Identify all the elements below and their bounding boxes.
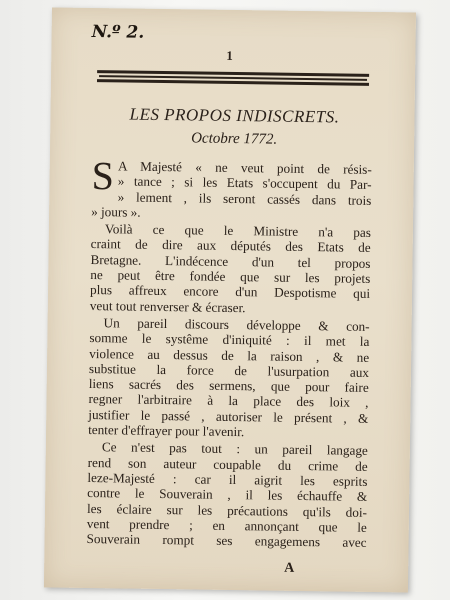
text-line: Ce n'est pas tout : un pareil langage: [101, 439, 368, 459]
text-line: craint de dire aux députés des Etats de: [90, 236, 371, 256]
text-line: Souverain rompt ses engagemens avec: [86, 531, 367, 551]
drop-cap: S: [91, 153, 115, 199]
text-line: A Majesté « ne veut point de résis-: [117, 158, 372, 177]
text-line: Voilà ce que le Ministre n'a pas: [104, 221, 372, 241]
text-line: rend son auteur coupable du crime de: [87, 454, 368, 474]
text-line: regner l'arbitraire à la place des loix ,: [88, 391, 369, 411]
text-line: ne peut être fondée que sur les projets: [90, 267, 371, 287]
document-title: LES PROPOS INDISCRETS.: [129, 104, 340, 127]
page-number: 1: [226, 47, 233, 63]
text-line: justifier le passé , autoriser le présent , &: [88, 406, 369, 426]
catchword: A: [284, 560, 295, 576]
manuscript-number: N.º 2.: [91, 22, 145, 43]
text-line: les éclaire sur les précautions qu'ils doi-: [86, 500, 368, 520]
text-line: veut tout renverser & écraser.: [89, 297, 246, 315]
text-line: » lement , ils seront cassés dans trois: [117, 188, 372, 208]
body-text: [86, 153, 372, 552]
text-line: leze-Majesté : car il aigrit les esprits: [87, 469, 368, 489]
ornamental-rule-bottom: [97, 79, 369, 86]
paragraph-4: [86, 439, 367, 550]
text-line: Un pareil discours développe & con-: [103, 315, 370, 334]
text-line: liens sacrés des sermens, que pour faire: [88, 376, 369, 396]
paragraph-2: [90, 221, 371, 317]
document-date: Octobre 1772.: [191, 130, 278, 148]
text-line: plus affreux encore d'un Despotisme qui: [89, 282, 371, 302]
text-line: contre le Souverain , il les échauffe &: [87, 485, 368, 505]
text-line: » tance ; si les Etats s'occupent du Par-: [117, 173, 372, 193]
text-line: » jours ».: [91, 203, 141, 220]
paragraph-1: [91, 153, 372, 223]
text-line: violence au dessus de la raison , & ne: [89, 345, 370, 365]
text-line: vent prendre ; en annonçant que le: [86, 515, 367, 535]
paragraph-3: [88, 315, 370, 441]
text-line: substitue la force de l'usurpation aux: [88, 360, 370, 380]
text-line: somme le systême d'iniquité : il met la: [89, 330, 370, 350]
text-line: Bretagne. L'indécence d'un tel propos: [90, 251, 371, 271]
text-line: tenter d'effrayer pour l'avenir.: [88, 422, 245, 440]
document-page: [44, 7, 416, 592]
